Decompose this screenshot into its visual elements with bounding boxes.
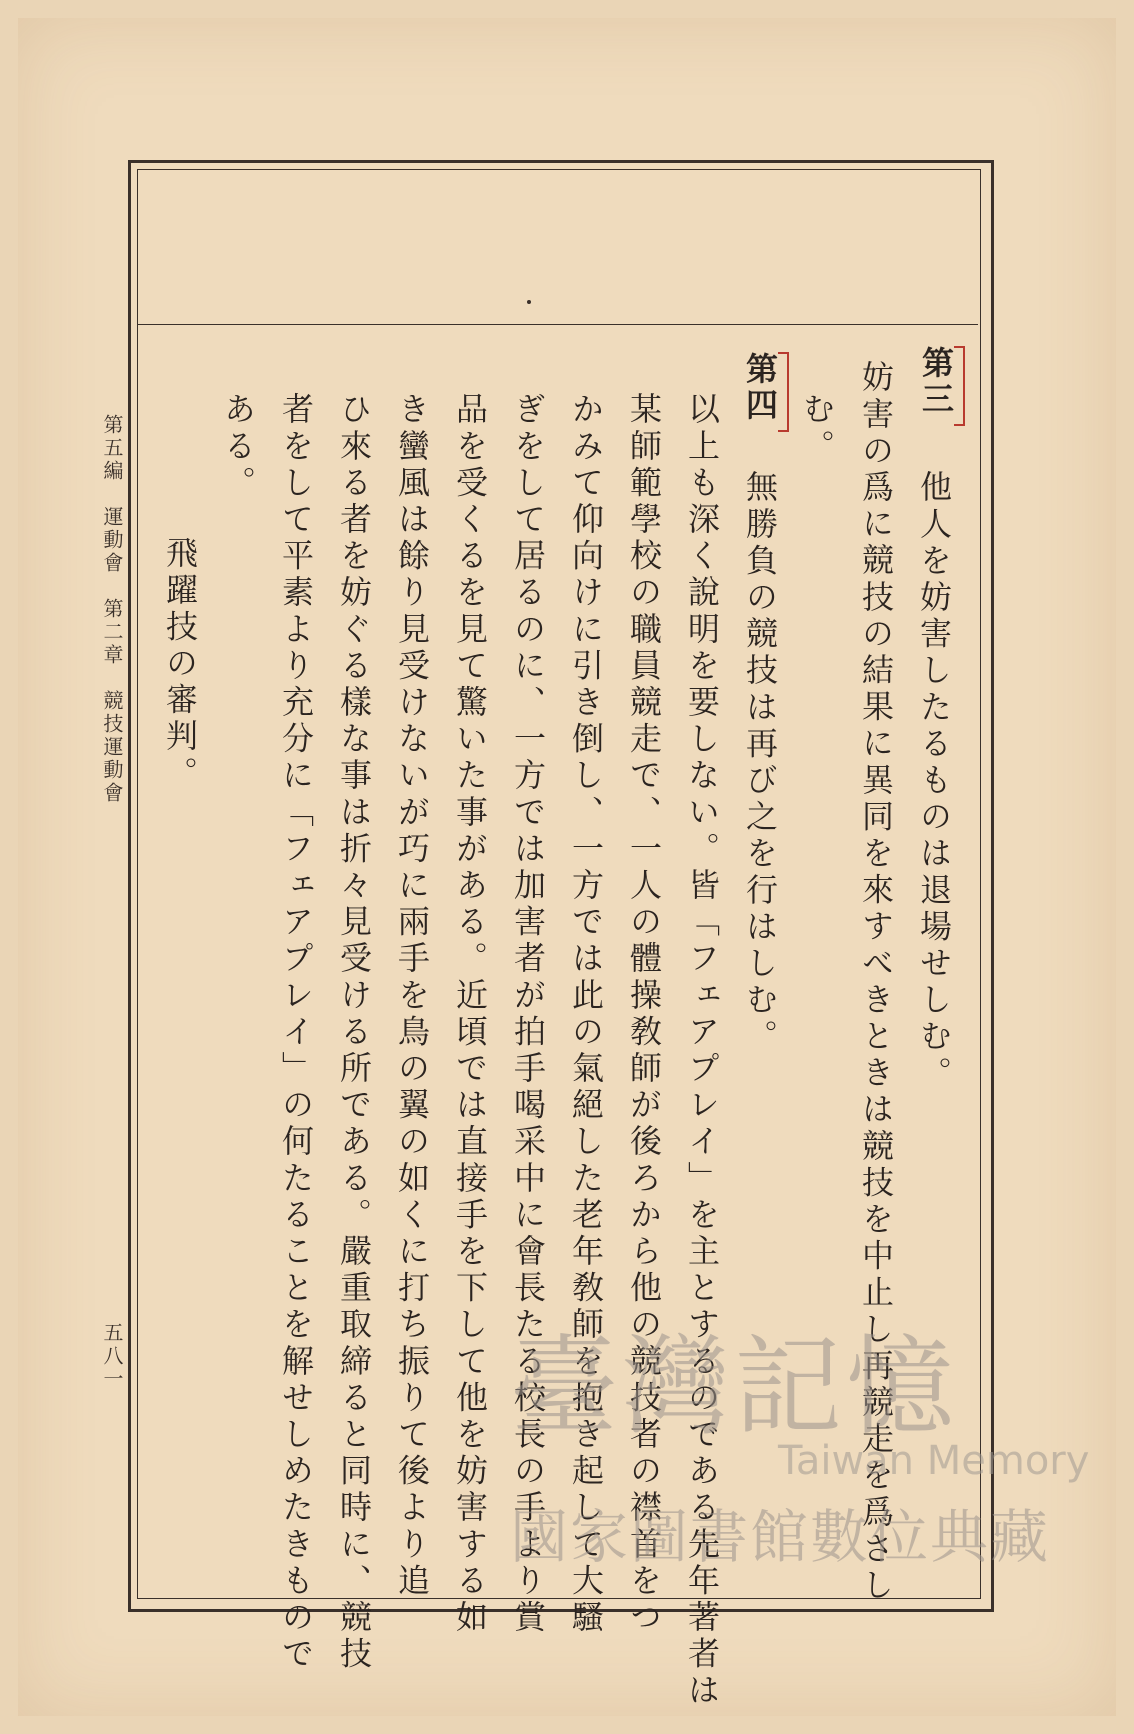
watermark-main-text: 臺灣記憶 (510, 1325, 959, 1450)
commentary-line-5: 品を受くるを見て驚いた事がある。近頃では直接手を下して他を妨害する如 (451, 392, 489, 1637)
article-3-line-2: 妨害の爲に競技の結果に異同を來すべきときは競技を中止し再競走を爲さし (857, 360, 895, 1605)
commentary-line-1: 以上も深く說明を要しない。皆「フェアプレイ」を主とするのである先年著者は (683, 392, 721, 1710)
commentary-line-4: ぎをして居るのに、一方では加害者が拍手喝采中に會長たる校長の手より賞 (509, 392, 547, 1637)
commentary-line-8: 者をして平素より充分に「フェアプレイ」の何たることを解せしめたきもので (277, 392, 315, 1673)
commentary-line-9: ある。 (219, 392, 257, 502)
article-4-bracket (778, 352, 789, 432)
watermark-logo (510, 1300, 1090, 1590)
running-title: 第五編 運動會 第二章 競技運動會 (100, 414, 124, 805)
header-divider (138, 324, 978, 325)
section-title: 飛躍技の審判。 (161, 536, 199, 793)
article-3-line-3: む。 (798, 392, 836, 466)
watermark-sub-text: 國家圖書館數位典藏 (510, 1503, 1051, 1571)
ink-dot (527, 300, 531, 304)
commentary-line-7: ひ來る者を妨ぐる樣な事は折々見受ける所である。嚴重取締ると同時に、競技 (335, 392, 373, 1673)
commentary-line-6: き蠻風は餘り見受けないが巧に兩手を鳥の翼の如くに打ち振りて後より追 (393, 392, 431, 1600)
article-4-line-1: 無勝負の競技は再び之を行はしむ。 (741, 470, 779, 1056)
watermark-english-text: Taiwan Memory (778, 1438, 1090, 1484)
article-3-bracket (954, 346, 965, 426)
commentary-line-2: 某師範學校の職員競走で、一人の體操敎師が後ろから他の競技者の襟首をつ (625, 392, 663, 1637)
article-3-label: 第三 (917, 346, 955, 418)
commentary-line-3: かみて仰向けに引き倒し、一方では此の氣絕した老年敎師を抱き起して大騷 (567, 392, 605, 1637)
article-4-label: 第四 (741, 352, 779, 424)
page-number: 五八一 (100, 1322, 124, 1391)
article-3-line-1: 他人を妨害したるものは退場せしむ。 (915, 470, 953, 1093)
